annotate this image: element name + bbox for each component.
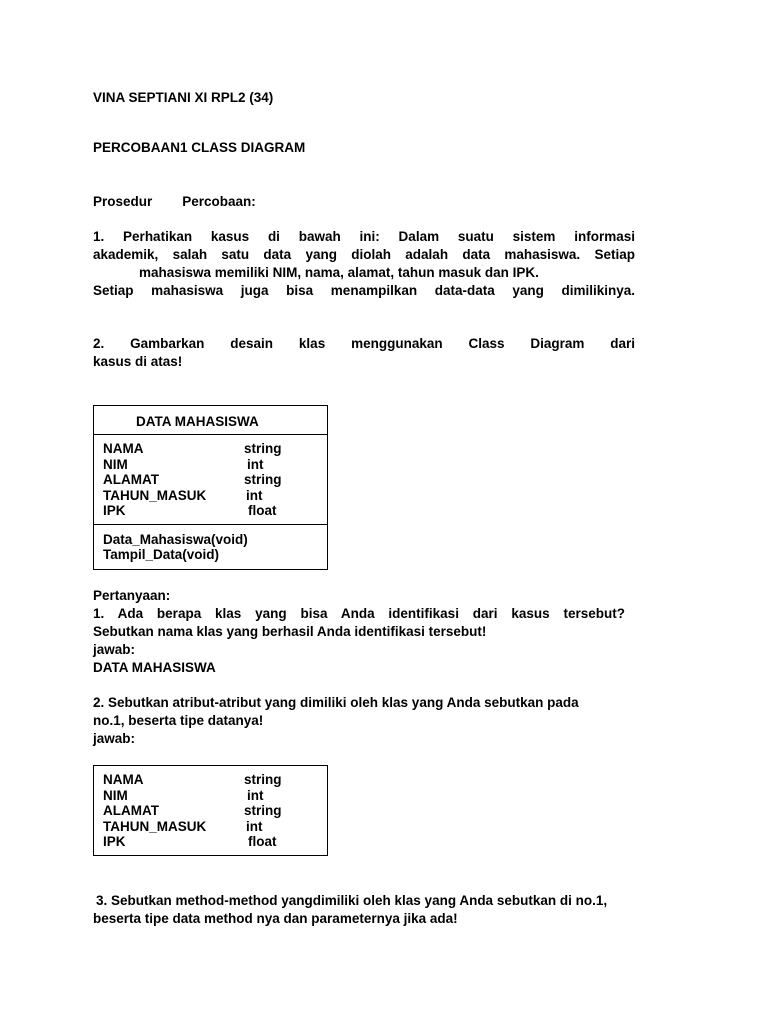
step2-line-2: kasus di atas! <box>93 354 183 369</box>
attribute-type: int <box>247 456 264 472</box>
attribute-row <box>94 772 327 788</box>
step1-line-1: 1. Perhatikan kasus di bawah ini: Dalam suatu sistem informasi <box>93 229 635 244</box>
attribute-row <box>94 503 327 519</box>
q2-answer-label: jawab: <box>93 731 136 746</box>
step1-line-2: akademik, salah satu data yang diolah adalah data mahasiswa. Setiap <box>93 247 635 262</box>
attribute-name: NAMA <box>103 772 144 787</box>
q3-line-2: beserta tipe data method nya dan parameternya jika ada! <box>93 911 458 926</box>
attribute-type: string <box>244 472 282 487</box>
q1-line-1: 1. Ada berapa klas yang bisa Anda identifikasi dari kasus tersebut? <box>93 606 625 621</box>
attribute-name: IPK <box>103 503 126 518</box>
attribute-row <box>94 457 327 473</box>
attribute-row <box>94 488 327 504</box>
attribute-type: float <box>248 503 277 518</box>
attribute-type: string <box>244 772 282 787</box>
attribute-name: NIM <box>103 787 128 803</box>
attribute-type: string <box>244 441 282 456</box>
document-title: PERCOBAAN1 CLASS DIAGRAM <box>93 140 306 155</box>
class-name: DATA MAHASISWA <box>136 414 259 429</box>
q1-answer-label: jawab: <box>93 642 136 657</box>
attributes-answer-box <box>93 765 328 856</box>
method-line: Tampil_Data(void) <box>103 547 220 562</box>
class-diagram-box <box>93 405 328 570</box>
class-attributes-section <box>94 434 327 524</box>
attribute-row <box>94 819 327 835</box>
attribute-name: ALAMAT <box>103 803 159 818</box>
attribute-type: int <box>246 487 263 503</box>
attribute-row <box>94 472 327 488</box>
attribute-name: ALAMAT <box>103 472 159 487</box>
attribute-type: float <box>248 834 277 849</box>
questions-heading: Pertanyaan: <box>93 588 171 603</box>
step2-line-1: 2. Gambarkan desain klas menggunakan Class Diagram dari <box>93 336 635 351</box>
method-line: Data_Mahasiswa(void) <box>103 531 248 547</box>
q2-line-1: 2. Sebutkan atribut-atribut yang dimiliki oleh klas yang Anda sebutkan pada <box>93 695 579 710</box>
attribute-name: IPK <box>103 834 126 849</box>
attribute-type: string <box>244 803 282 818</box>
procedure-heading: Prosedur Percobaan: <box>93 194 256 209</box>
class-name-section <box>94 406 327 434</box>
q3-line-1: 3. Sebutkan method-method yangdimiliki oleh klas yang Anda sebutkan di no.1, <box>96 893 608 908</box>
attribute-type: int <box>247 787 264 803</box>
attribute-name: NAMA <box>103 441 144 456</box>
attribute-type: int <box>246 818 263 834</box>
step1-line-3: mahasiswa memiliki NIM, nama, alamat, tahun masuk dan IPK. <box>139 265 539 280</box>
attribute-row <box>94 803 327 819</box>
q1-answer: DATA MAHASISWA <box>93 660 216 675</box>
attribute-row <box>94 788 327 804</box>
step1-line-4: Setiap mahasiswa juga bisa menampilkan data-data yang dimilikinya. <box>93 283 635 298</box>
attribute-row <box>94 834 327 850</box>
attribute-name: TAHUN_MASUK <box>103 818 207 834</box>
attribute-row <box>94 441 327 457</box>
attribute-name: TAHUN_MASUK <box>103 487 207 503</box>
class-methods-section <box>94 524 327 569</box>
attribute-name: NIM <box>103 456 128 472</box>
q2-line-2: no.1, beserta tipe datanya! <box>93 713 264 728</box>
q1-line-2: Sebutkan nama klas yang berhasil Anda identifikasi tersebut! <box>93 624 487 639</box>
author-line: VINA SEPTIANI XI RPL2 (34) <box>93 90 274 105</box>
